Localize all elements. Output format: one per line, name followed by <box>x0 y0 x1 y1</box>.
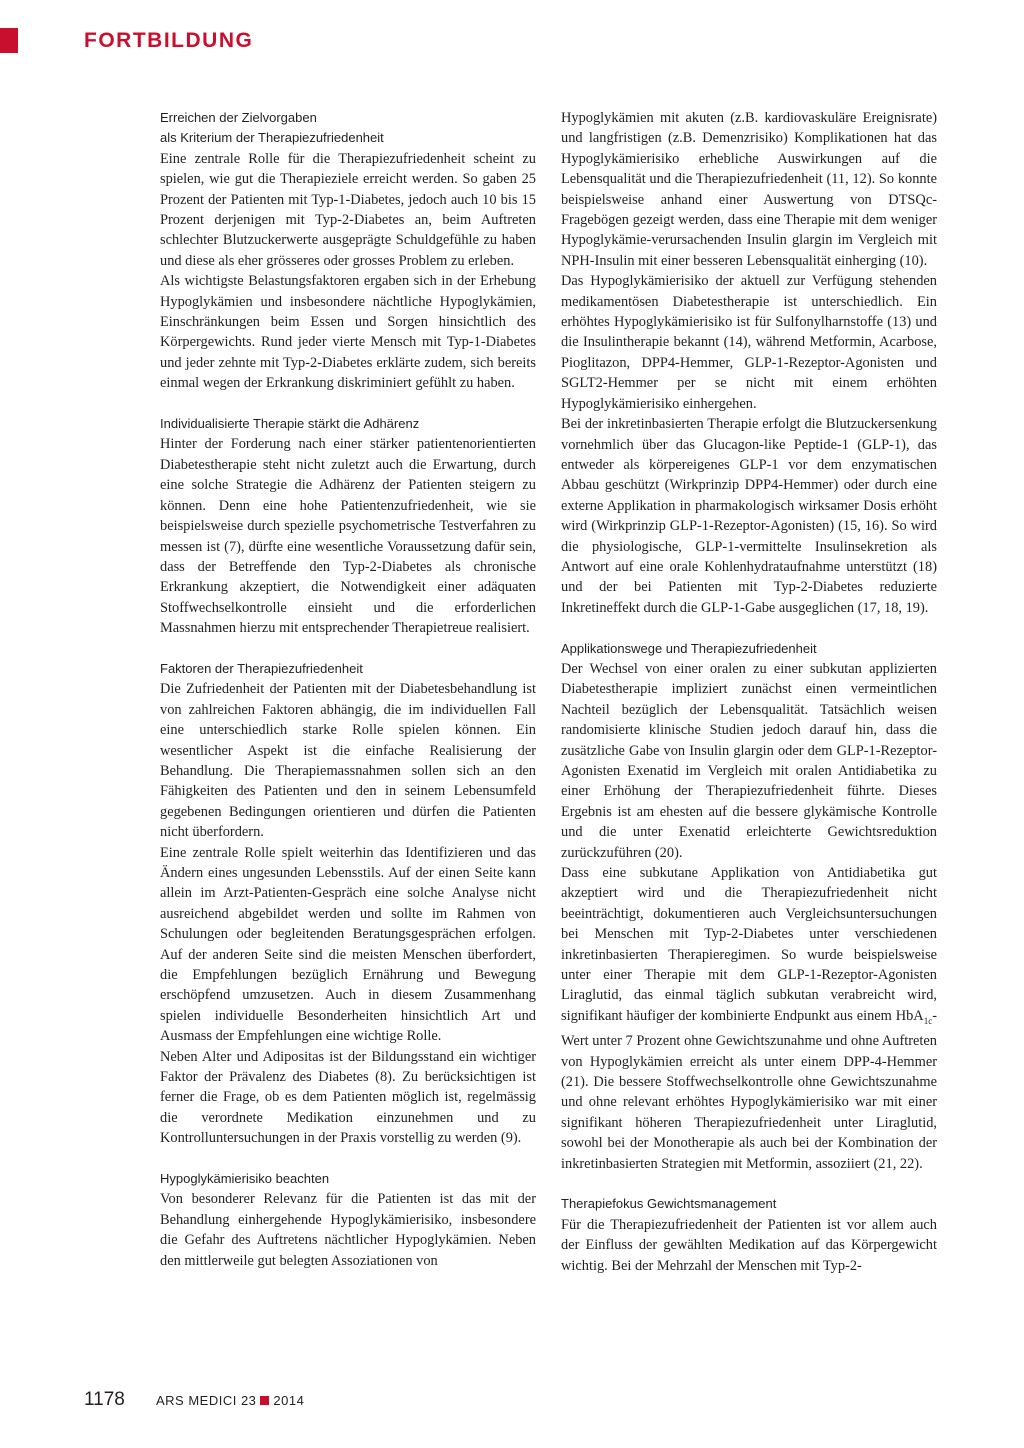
paragraph: Hypoglykämien mit akuten (z.B. kardiovaskuläre Ereignisrate) und langfristigen (z.B. Demenzrisiko) Komplikationen hat das Hypoglykämierisiko erhebliche Auswirkungen auf die Lebensqualität und die Therapiezufriedenheit (11, 12). So konnte beispielsweise anhand einer Auswertung von DTSQc-Fragebögen gezeigt werden, dass eine Therapie mit dem weniger Hypoglykämie-verursachenden Insulin glargin im Vergleich mit NPH-Insulin mit einer besseren Lebensqualität einherging (10). <box>561 110 937 269</box>
journal-year: 2014 <box>273 1393 305 1408</box>
paragraph: Als wichtigste Belastungsfaktoren ergaben sich in der Erhebung Hypoglykämien und insbesondere nächtliche Hypoglykämien, Einschränkungen beim Essen und Sorgen hinsichtlich des Körpergewichts. Rund jeder vierte Mensch mit Typ-1-Diabetes und jeder zehnte mit Typ-2-Diabetes erklärte zudem, sich bereits einmal wegen der Erkrankung diskriminiert gefühlt zu haben. <box>160 273 536 392</box>
paragraph: Neben Alter und Adipositas ist der Bildungsstand ein wichtiger Faktor der Prävalenz des Diabetes (8). Zu berücksichtigen ist ferner die Frage, ob es dem Patienten möglich ist, regelmässig die verordnete Medikation einzunehmen und zu Kontrolluntersuchungen in der Praxis vorstellig zu werden (9). <box>160 1048 536 1147</box>
heading-adhaerenz: Individualisierte Therapie stärkt die Adhärenz <box>160 416 420 432</box>
paragraph: Eine zentrale Rolle für die Therapiezufriedenheit scheint zu spielen, wie gut die Therapieziele erreicht werden. So gaben 25 Prozent der Patienten mit Typ-1-Diabetes, jedoch auch 10 bis 15 Prozent derjenigen mit Typ-2-Diabetes an, beim Auftreten schlechter Blutzuckerwerte ausgeprägte Schuldgefühle zu haben und diese als eher grösseres oder grosses Problem zu erleben. <box>160 150 536 269</box>
paragraph: Für die Therapiezufriedenheit der Patienten ist vor allem auch der Einfluss der gewählten Medikation auf das Körpergewicht wichtig. Bei der Mehrzahl der Menschen mit Typ-2- <box>561 1216 937 1274</box>
paragraph: Das Hypoglykämierisiko der aktuell zur Verfügung stehenden medikamentösen Diabetestherapie ist unterschiedlich. Ein erhöhtes Hypoglykämierisiko ist für Sulfonylharnstoffe (13) und die Insulintherapie bekannt (14), während Metformin, Acarbose, Pioglitazon, DPP4-Hemmer, GLP-1-Rezeptor-Agonisten und SGLT2-Hemmer per se nicht mit einem erhöhten Hypoglykämierisiko einhergehen. <box>561 273 937 412</box>
page-footer <box>84 1389 304 1411</box>
section-label: FORTBILDUNG <box>84 29 254 52</box>
paragraph <box>561 863 937 1174</box>
heading-zielvorgaben-line2: als Kriterium der Therapiezufriedenheit <box>160 130 384 146</box>
square-separator-icon <box>260 1396 269 1405</box>
heading-gewichtsmanagement: Therapiefokus Gewichtsmanagement <box>561 1196 777 1212</box>
left-column <box>160 108 536 1271</box>
paragraph: Hinter der Forderung nach einer stärker patientenorientierten Diabetestherapie steht nicht zuletzt auch die Erwartung, durch eine solche Strategie die Adhärenz der Patienten steigern zu können. Denn eine hohe Patientenzufriedenheit, wie sie beispielsweise durch spezielle psychometrische Testverfahren zu messen ist (7), dürfte eine wesentliche Voraussetzung dafür sein, dass der Betreffende den Typ-2-Diabetes als chronische Erkrankung akzeptiert, die Notwendigkeit einer adäquaten Stoffwechselkontrolle einsieht und die erforderlichen Massnahmen hierzu mit entsprechender Therapietreue realisiert. <box>160 436 536 637</box>
right-column <box>561 108 937 1276</box>
header-accent-bar <box>0 28 18 53</box>
paragraph: Die Zufriedenheit der Patienten mit der Diabetesbehandlung ist von zahlreichen Faktoren abhängig, die im individuellen Fall eine unterschiedlich starke Rolle spielen können. Ein wesentlicher Aspekt ist die einfache Realisierung der Behandlung. Die Therapiemassnahmen sollen sich an den Fähigkeiten des Patienten und den in seinem Lebensumfeld gegebenen Bedingungen orientieren und dürfen die Patienten nicht überfordern. <box>160 681 536 841</box>
heading-zielvorgaben: Erreichen der Zielvorgaben <box>160 110 317 125</box>
paragraph-text: -Wert unter 7 Prozent ohne Gewichtszunahme und ohne Auftreten von Hypoglykämien erreicht als unter einem DPP-4-Hemmer (21). Die bessere Stoffwechselkontrolle ohne Gewichtszunahme und ohne relevant erhöhtes Hypoglykämierisiko war mit einer signifikant höheren Therapiezufriedenheit unter Liraglutid, sowohl bei der Monotherapie als auch bei der Kombination der inkretinbasierten Strategien mit Metformin, assoziiert (21, 22). <box>561 1007 937 1172</box>
paragraph: Von besonderer Relevanz für die Patienten ist das mit der Behandlung einhergehende Hypoglykämierisiko, insbesondere die Gefahr des Auftretens nächtlicher Hypoglykämien. Neben den mittlerweile gut belegten Assoziationen von <box>160 1191 536 1269</box>
paragraph: Bei der inkretinbasierten Therapie erfolgt die Blutzuckersenkung vornehmlich über das Glucagon-like Peptide-1 (GLP-1), das entweder als körpereigenes GLP-1 vor dem enzymatischen Abbau geschützt (Wirkprinzip DPP4-Hemmer) oder durch eine externe Applikation in pharmakologisch wirksamer Dosis erhöht wird (Wirkprinzip GLP-1-Rezeptor-Agonisten) (15, 16). So wird die physiologische, GLP-1-vermittelte Insulinsekretion als Antwort auf eine orale Kohlenhydrataufnahme unterstützt (18) und der bei Patienten mit Typ-2-Diabetes reduzierte Inkretineffekt durch die GLP-1-Gabe ausgeglichen (17, 18, 19). <box>561 416 937 616</box>
subscript-1c: 1c <box>923 1015 933 1026</box>
heading-applikationswege: Applikationswege und Therapiezufriedenheit <box>561 640 817 656</box>
journal-info <box>156 1393 304 1408</box>
paragraph: Der Wechsel von einer oralen zu einer subkutan applizierten Diabetestherapie impliziert zunächst einen vermeintlichen Nachteil bezüglich der Lebensqualität. Tatsächlich weisen randomisierte klinische Studien jedoch darauf hin, dass die zusätzliche Gabe von Insulin glargin oder dem GLP-1-Rezeptor-Agonisten Exenatid im Vergleich mit oralen Antidiabetika zu einer Erhöhung der Therapiezufriedenheit führte. Dieses Ergebnis ist am ehesten auf die bessere glykämische Kontrolle und die unter Exenatid erleichterte Gewichtsreduktion zurückzuführen (20). <box>561 660 937 861</box>
page-number: 1178 <box>84 1389 125 1410</box>
paragraph: Eine zentrale Rolle spielt weiterhin das Identifizieren und das Ändern eines ungesunden Lebensstils. Auf der einen Seite kann allein im Arzt-Patienten-Gespräch eine solche Analyse nicht ausreichend abgebildet werden und sollte im Rahmen von Schulungen oder begleitenden Beratungsgesprächen erfolgen. Auf der anderen Seite sind die meisten Menschen überfordert, die Empfehlungen bezüglich Ernährung und Bewegung erschöpfend umzusetzen. Auch in diesem Zusammenhang spielen individuelle Besonderheiten hinsichtlich Art und Ausmass der Empfehlungen eine wichtige Rolle. <box>160 844 536 1045</box>
journal-name: ARS MEDICI 23 <box>156 1393 257 1408</box>
paragraph-text: Dass eine subkutane Applikation von Antidiabetika gut akzeptiert wird und die Therapiezufriedenheit nicht beeinträchtigt, dokumentieren auch Vergleichsuntersuchungen bei Menschen mit Typ-2-Diabetes unter verschiedenen inkretinbasierten Therapieregimen. So wurde beispielsweise unter einer Therapie mit dem GLP-1-Rezeptor-Agonisten Liraglutid, das einmal täglich subkutan verabreicht wird, signifikant häufiger der kombinierte Endpunkt aus einem HbA <box>561 865 937 1024</box>
heading-faktoren: Faktoren der Therapiezufriedenheit <box>160 660 363 676</box>
heading-hypoglykaemierisiko: Hypoglykämierisiko beachten <box>160 1171 330 1187</box>
